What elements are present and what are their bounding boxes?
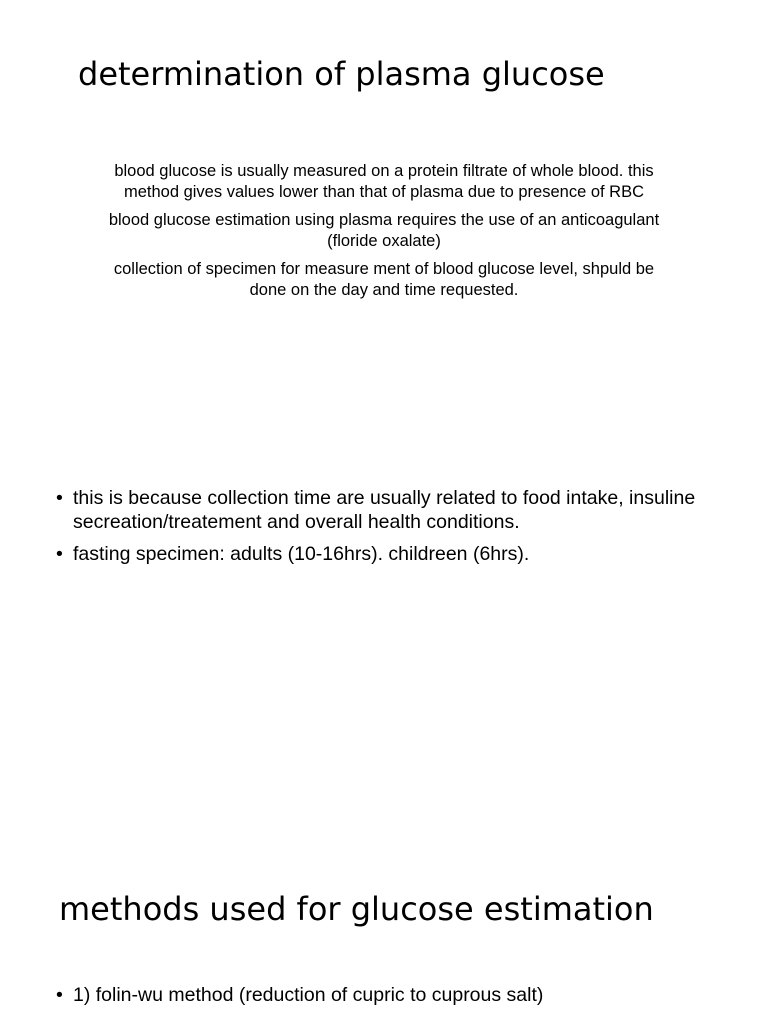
paragraph-anticoagulant: blood glucose estimation using plasma requires the use of an anticoagulant (floride oxalate) [108,211,660,250]
paragraph-protein-filtrate: blood glucose is usually measured on a protein filtrate of whole blood. this method gives values lower than that of plasma due to presence of RBC [114,162,654,201]
slide-title-methods: methods used for glucose estimation [59,890,654,928]
list-item: • fasting specimen: adults (10-16hrs). childreen (6hrs). [56,542,696,566]
collection-bullet-list [56,486,696,574]
paragraph-collection-timing: collection of specimen for measure ment of blood glucose level, shpuld be done on the day and time requested. [113,260,655,299]
methods-bullet-list [56,983,736,1007]
slide-title-plasma-glucose: determination of plasma glucose [78,55,605,93]
list-item: • this is because collection time are usually related to food intake, insuline secreation/treatement and overall health conditions. [56,486,696,534]
list-item: • 1) folin-wu method (reduction of cupric to cuprous salt) [56,983,736,1007]
intro-text-block [100,161,668,308]
